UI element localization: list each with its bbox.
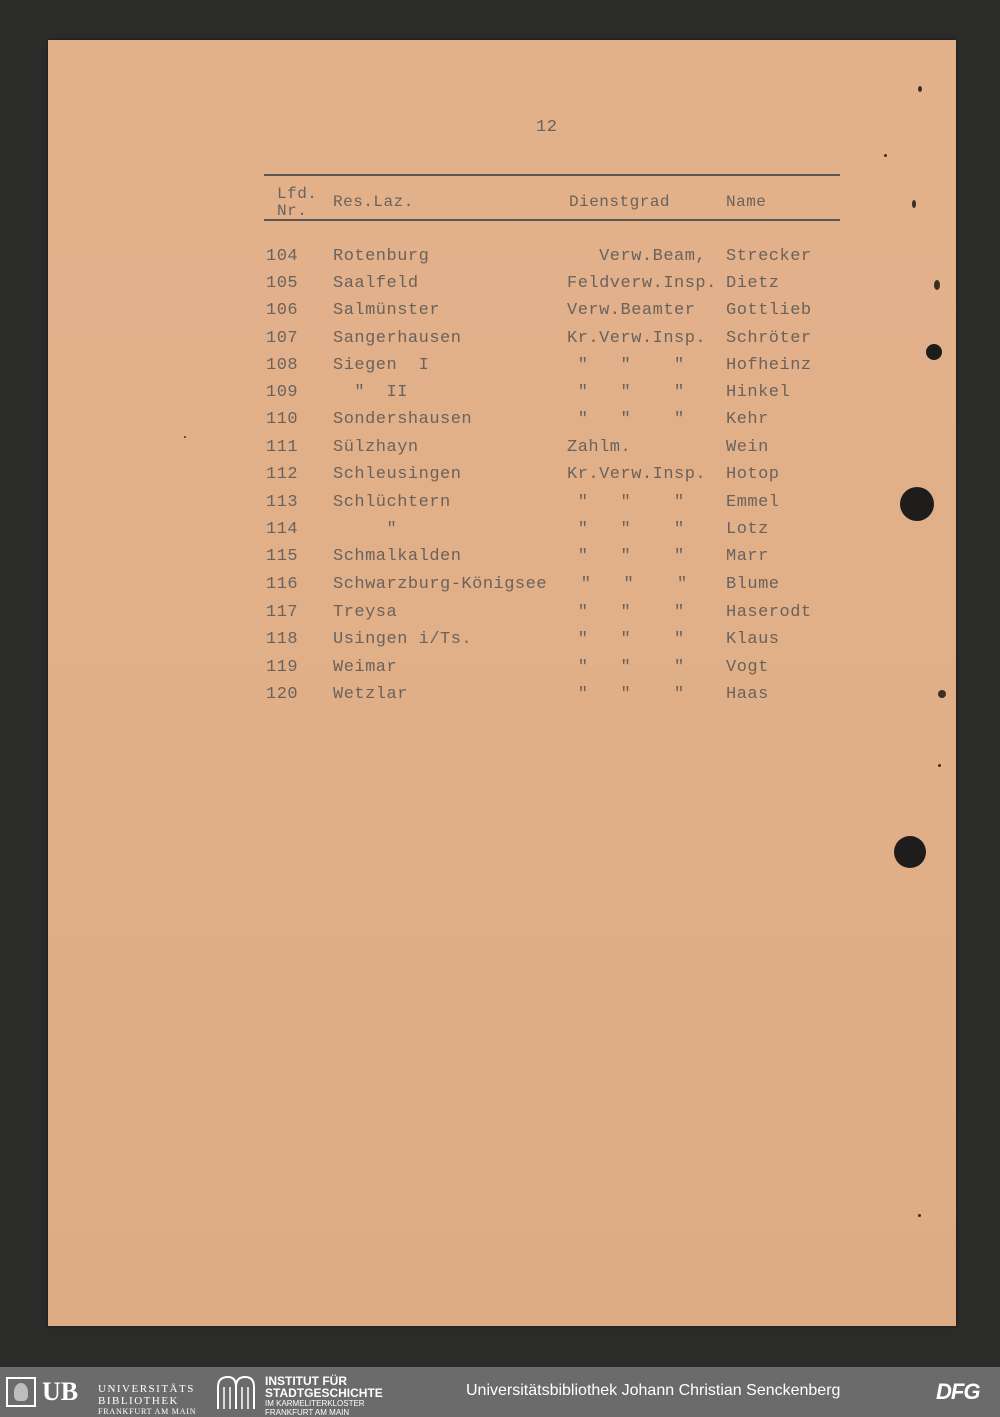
row-number: 106 xyxy=(266,301,299,320)
table-row xyxy=(0,603,1000,629)
header-nr-line2: Nr. xyxy=(277,202,308,220)
row-name: Lotz xyxy=(726,520,769,539)
row-lazarett: Siegen I xyxy=(333,356,430,375)
row-lazarett: Sülzhayn xyxy=(333,438,419,457)
row-lazarett: Weimar xyxy=(333,658,398,677)
row-dienstgrad: Feldverw.Insp. xyxy=(567,274,717,293)
table-header-rule xyxy=(264,219,840,221)
row-number: 109 xyxy=(266,383,299,402)
page-number: 12 xyxy=(536,118,558,137)
table-row xyxy=(0,438,1000,464)
library-name: Universitätsbibliothek Johann Christian Senckenberg xyxy=(466,1382,841,1399)
header-name: Name xyxy=(726,193,767,211)
row-number: 116 xyxy=(266,575,299,594)
row-lazarett: Usingen i/Ts. xyxy=(333,630,473,649)
row-number: 107 xyxy=(266,329,299,348)
row-name: Strecker xyxy=(726,247,812,266)
row-dienstgrad: " " " xyxy=(567,383,685,402)
ub-logo-line2: BIBLIOTHEK xyxy=(98,1395,179,1407)
table-row xyxy=(0,465,1000,491)
row-number: 117 xyxy=(266,603,299,622)
paper-speck xyxy=(918,86,922,92)
table-row xyxy=(0,493,1000,519)
table-row xyxy=(0,520,1000,546)
row-lazarett: Salmünster xyxy=(333,301,441,320)
row-dienstgrad: " " " xyxy=(567,520,685,539)
row-name: Gottlieb xyxy=(726,301,812,320)
row-number: 114 xyxy=(266,520,299,539)
row-name: Hinkel xyxy=(726,383,791,402)
row-dienstgrad: " " " xyxy=(567,630,685,649)
isg-line3: IM KARMELITERKLOSTER xyxy=(265,1399,365,1408)
row-dienstgrad: " " " xyxy=(567,356,685,375)
table-row xyxy=(0,356,1000,382)
row-name: Wein xyxy=(726,438,769,457)
ub-logo-letters: UB xyxy=(42,1377,79,1406)
row-number: 105 xyxy=(266,274,299,293)
isg-line4: FRANKFURT AM MAIN xyxy=(265,1408,350,1417)
row-lazarett: Rotenburg xyxy=(333,247,430,266)
header-lazarett: Res.Laz. xyxy=(333,193,414,211)
row-lazarett: Schleusingen xyxy=(333,465,462,484)
row-lazarett: Saalfeld xyxy=(333,274,419,293)
row-lazarett: Schwarzburg-Königsee xyxy=(333,575,548,594)
table-row xyxy=(0,575,1000,601)
row-dienstgrad: " " " xyxy=(567,547,685,566)
row-lazarett: Sondershausen xyxy=(333,410,473,429)
row-number: 104 xyxy=(266,247,299,266)
row-lazarett: " xyxy=(333,520,398,539)
row-lazarett: Wetzlar xyxy=(333,685,408,704)
row-dienstgrad: Verw.Beam, xyxy=(567,247,707,266)
row-dienstgrad: " " " xyxy=(567,603,685,622)
table-row xyxy=(0,247,1000,273)
row-dienstgrad: Kr.Verw.Insp. xyxy=(567,465,707,484)
row-lazarett: Sangerhausen xyxy=(333,329,462,348)
punch-hole-bottom xyxy=(894,836,926,868)
row-name: Hofheinz xyxy=(726,356,812,375)
row-dienstgrad: " " " xyxy=(567,410,685,429)
row-name: Dietz xyxy=(726,274,780,293)
row-name: Kehr xyxy=(726,410,769,429)
paper-speck xyxy=(912,200,916,208)
header-nr-line1: Lfd. xyxy=(277,185,318,203)
row-dienstgrad: Zahlm. xyxy=(567,438,632,457)
isg-arches-icon xyxy=(216,1375,256,1409)
table-row xyxy=(0,547,1000,573)
row-dienstgrad: " " " xyxy=(567,493,685,512)
row-number: 115 xyxy=(266,547,299,566)
row-lazarett: Schlüchtern xyxy=(333,493,451,512)
row-name: Hotop xyxy=(726,465,780,484)
row-number: 113 xyxy=(266,493,299,512)
row-name: Blume xyxy=(726,575,780,594)
table-row xyxy=(0,301,1000,327)
row-dienstgrad: " " " xyxy=(567,658,685,677)
row-lazarett: Treysa xyxy=(333,603,398,622)
row-lazarett: " II xyxy=(333,383,408,402)
table-row xyxy=(0,329,1000,355)
row-dienstgrad: " " " xyxy=(567,685,685,704)
header-dienstgrad: Dienstgrad xyxy=(569,193,671,211)
table-row xyxy=(0,274,1000,300)
ub-logo-line1: UNIVERSITÄTS xyxy=(98,1383,195,1395)
row-number: 111 xyxy=(266,438,299,457)
footer-bar xyxy=(0,1367,1000,1417)
row-number: 118 xyxy=(266,630,299,649)
row-number: 119 xyxy=(266,658,299,677)
row-number: 112 xyxy=(266,465,299,484)
row-dienstgrad: Verw.Beamter xyxy=(567,301,696,320)
isg-line2: STADTGESCHICHTE xyxy=(265,1386,383,1400)
isg-line1: INSTITUT FÜR xyxy=(265,1374,347,1388)
table-row xyxy=(0,410,1000,436)
row-lazarett: Schmalkalden xyxy=(333,547,462,566)
table-row xyxy=(0,383,1000,409)
dfg-logo: DFG xyxy=(936,1379,980,1404)
row-name: Emmel xyxy=(726,493,780,512)
paper-speck xyxy=(918,1214,921,1217)
row-name: Marr xyxy=(726,547,769,566)
goethe-portrait-icon xyxy=(6,1377,36,1407)
row-name: Vogt xyxy=(726,658,769,677)
paper-speck xyxy=(938,764,941,767)
ub-logo-line3: FRANKFURT AM MAIN xyxy=(98,1407,197,1416)
row-number: 120 xyxy=(266,685,299,704)
row-number: 108 xyxy=(266,356,299,375)
table-row xyxy=(0,685,1000,711)
table-row xyxy=(0,630,1000,656)
row-name: Haserodt xyxy=(726,603,812,622)
row-name: Schröter xyxy=(726,329,812,348)
row-name: Klaus xyxy=(726,630,780,649)
row-name: Haas xyxy=(726,685,769,704)
row-dienstgrad: Kr.Verw.Insp. xyxy=(567,329,707,348)
table-top-rule xyxy=(264,174,840,176)
row-number: 110 xyxy=(266,410,299,429)
row-dienstgrad: " " " xyxy=(570,575,688,594)
table-row xyxy=(0,658,1000,684)
paper-speck xyxy=(884,154,887,157)
